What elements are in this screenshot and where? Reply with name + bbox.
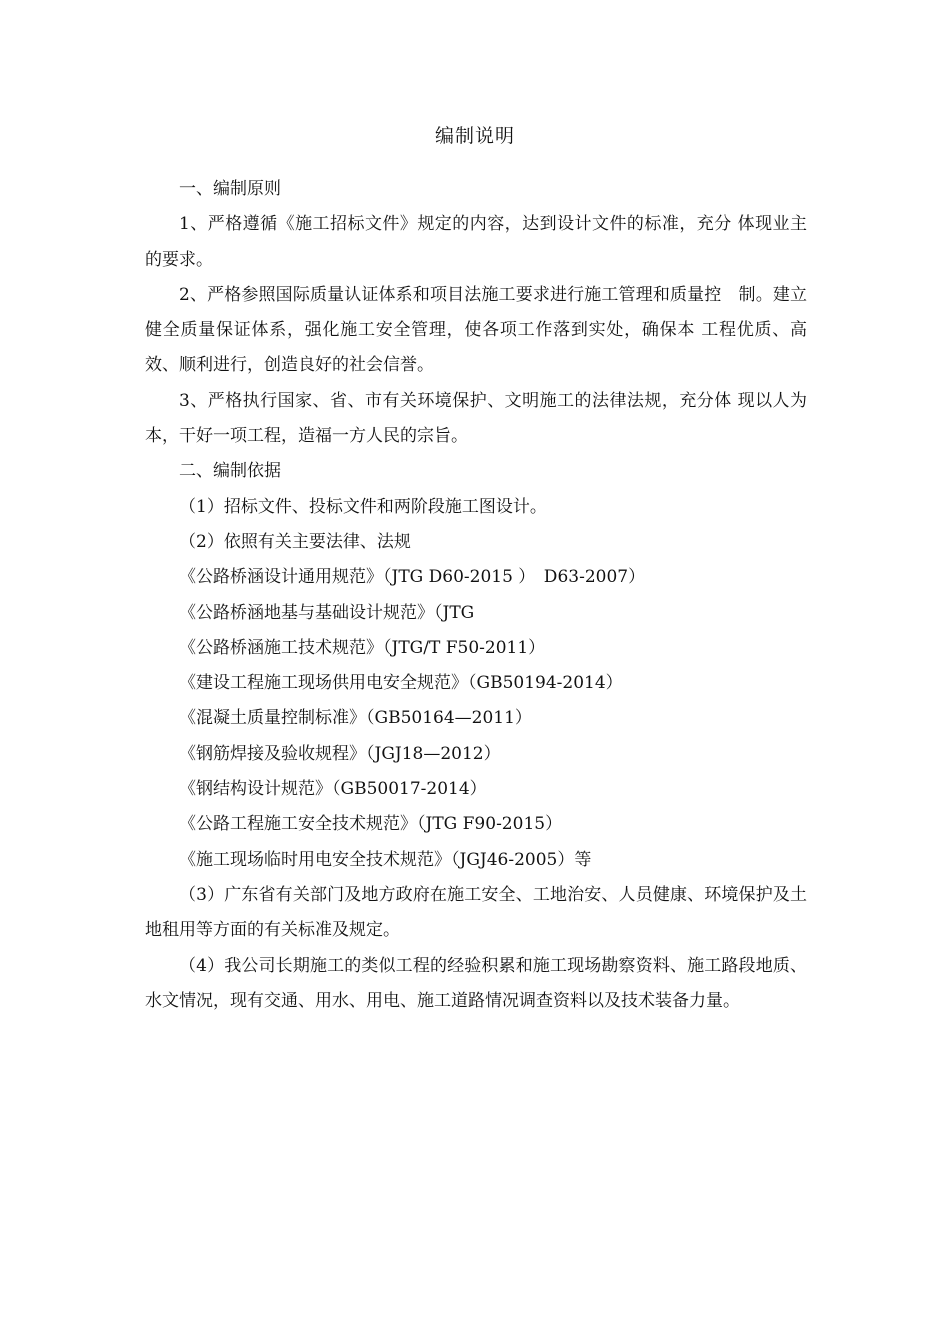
standard-item: 《公路桥涵地基与基础设计规范》（JTG (179, 602, 475, 623)
basis-item-3: （3）广东省有关部门及地方政府在施工安全、工地治安、人员健康、环境保护及土地租用等方面的有关标准及规定。 (145, 884, 807, 941)
standard-item: 《建设工程施工现场供用电安全规范》（GB50194-2014） (179, 673, 623, 694)
principle-item-2: 2、严格参照国际质量认证体系和项目法施工要求进行施工管理和质量控 制。建立健全质量保证体系，强化施工安全管理，使各项工作落到实处，确保本 工程优质、高效、顺利进行，创造良好的社会信誉。 (145, 284, 807, 376)
standard-item: 《公路工程施工安全技术规范》（JTG F90-2015） (179, 814, 563, 835)
standard-item: 《混凝土质量控制标准》（GB50164—2011） (179, 708, 532, 729)
standard-item: 《公路桥涵设计通用规范》（JTG D60-2015 ） D63-2007） (179, 567, 646, 588)
page-title: 编制说明 (434, 125, 515, 147)
document-body (145, 172, 807, 1019)
principle-item-3: 3、严格执行国家、省、市有关环境保护、文明施工的法律法规，充分体 现以人为本，干好一项工程，造福一方人民的宗旨。 (145, 390, 807, 447)
standard-item: 《钢结构设计规范》（GB50017-2014） (179, 779, 487, 800)
section-heading-basis: 二、编制依据 (179, 461, 281, 482)
basis-item-4: （4）我公司长期施工的类似工程的经验积累和施工现场勘察资料、施工路段地质、水文情况，现有交通、用水、用电、施工道路情况调查资料以及技术装备力量。 (145, 955, 807, 1011)
standard-item: 《钢筋焊接及验收规程》（JGJ18—2012） (179, 743, 501, 764)
standard-item: 《公路桥涵施工技术规范》（JTG/T F50-2011） (179, 637, 546, 658)
basis-item-2: （2）依照有关主要法律、法规 (179, 531, 411, 552)
principle-item-1: 1、严格遵循《施工招标文件》规定的内容，达到设计文件的标准，充分 体现业主的要求。 (145, 214, 807, 270)
standard-item: 《施工现场临时用电安全技术规范》（JGJ46-2005）等 (179, 849, 592, 870)
section-heading-principles: 一、编制原则 (179, 179, 281, 199)
basis-item-1: （1）招标文件、投标文件和两阶段施工图设计。 (179, 496, 547, 517)
